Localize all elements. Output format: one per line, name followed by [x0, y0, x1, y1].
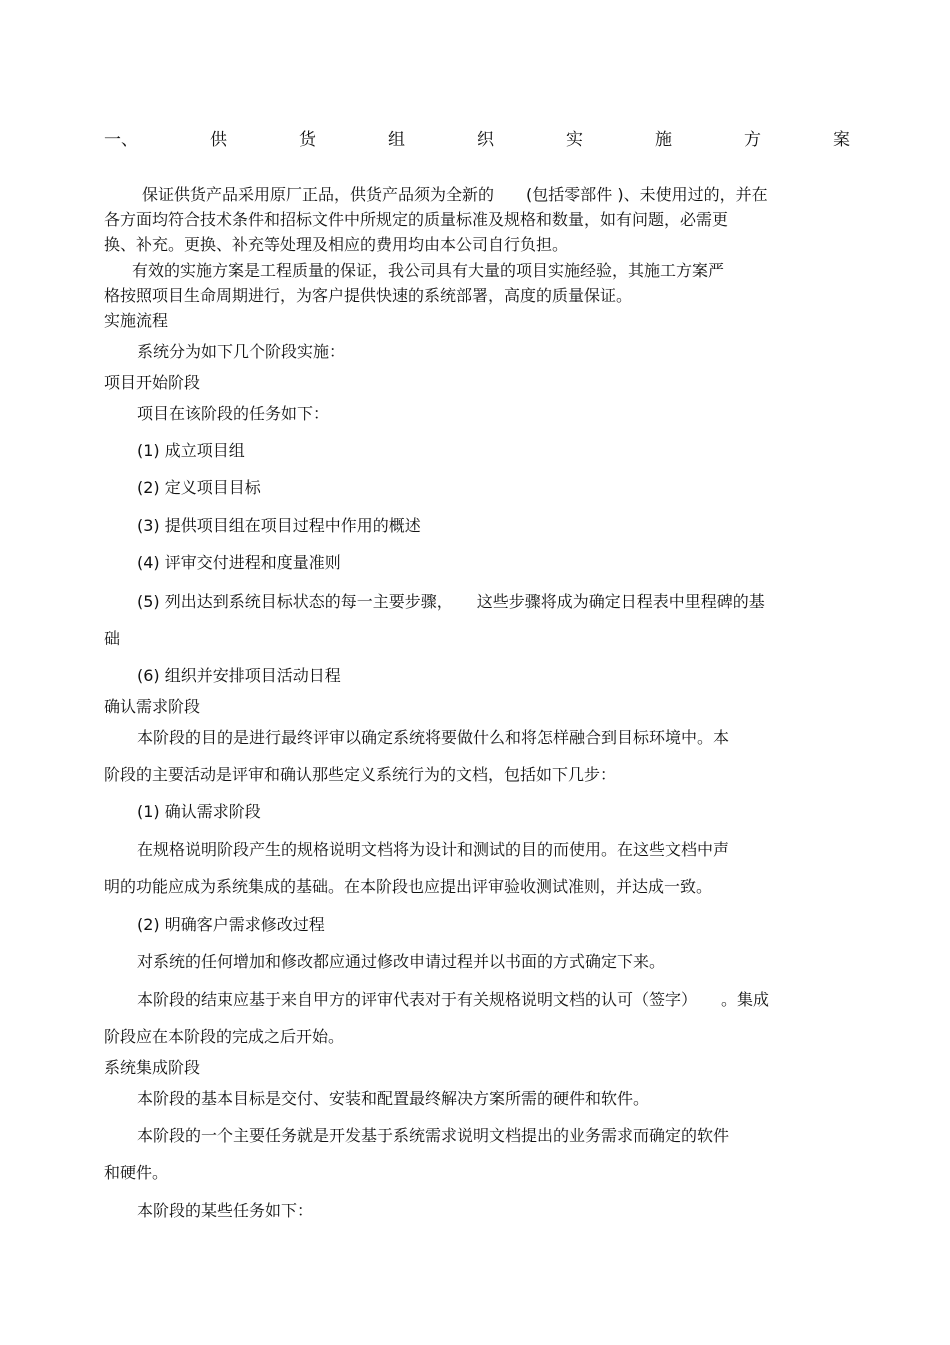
text-line: 本阶段的一个主要任务就是开发基于系统需求说明文档提出的业务需求而确定的软件 — [137, 1126, 730, 1145]
title-char: 施 — [655, 130, 672, 150]
text-line: 和硬件。 — [104, 1163, 169, 1182]
text-line: 系统集成阶段 — [104, 1058, 201, 1077]
text-line: (2) 明确客户需求修改过程 — [137, 915, 325, 934]
text-line: 明的功能应成为系统集成的基础。在本阶段也应提出评审验收测试准则，并达成一致。 — [104, 877, 713, 896]
text-line: 有效的实施方案是工程质量的保证，我公司具有大量的项目实施经验，其施工方案严 — [132, 261, 725, 280]
text-line: 本阶段的某些任务如下： — [137, 1201, 314, 1220]
text-line: 系统分为如下几个阶段实施： — [137, 342, 346, 361]
text-line: 阶段应在本阶段的完成之后开始。 — [104, 1027, 345, 1046]
title-char: 组 — [388, 130, 405, 150]
text-line: 确认需求阶段 — [104, 697, 201, 716]
text-line: 础 — [104, 629, 121, 648]
text-line: 本阶段的结束应基于来自甲方的评审代表对于有关规格说明文档的认可（签字） 。集成 — [137, 990, 770, 1009]
text-line: (4) 评审交付进程和度量准则 — [137, 553, 341, 572]
title-char: 一、 — [104, 130, 138, 150]
text-line: (1) 确认需求阶段 — [137, 802, 261, 821]
text-line: 阶段的主要活动是评审和确认那些定义系统行为的文档，包括如下几步： — [104, 765, 617, 784]
text-line: 实施流程 — [104, 311, 169, 330]
text-line: 各方面均符合技术条件和招标文件中所规定的质量标准及规格和数量，如有问题，必需更 — [104, 210, 729, 229]
text-line: 本阶段的基本目标是交付、安装和配置最终解决方案所需的硬件和软件。 — [137, 1089, 650, 1108]
text-line: 换、补充。更换、补充等处理及相应的费用均由本公司自行负担。 — [104, 235, 569, 254]
text-line: 在规格说明阶段产生的规格说明文档将为设计和测试的目的而使用。在这些文档中声 — [137, 840, 730, 859]
text-line: 保证供货产品采用原厂正品，供货产品须为全新的 (包括零部件 )、未使用过的，并在 — [142, 185, 768, 204]
text-line: 项目开始阶段 — [104, 373, 201, 392]
text-line: (3) 提供项目组在项目过程中作用的概述 — [137, 516, 421, 535]
text-line: (1) 成立项目组 — [137, 441, 245, 460]
title-char: 货 — [299, 130, 316, 150]
title-char: 供 — [210, 130, 227, 150]
text-line: 对系统的任何增加和修改都应通过修改申请过程并以书面的方式确定下来。 — [137, 952, 666, 971]
text-line: (5) 列出达到系统目标状态的每一主要步骤， 这些步骤将成为确定日程表中里程碑的基 — [137, 592, 765, 611]
title-char: 织 — [477, 130, 494, 150]
text-line: 本阶段的目的是进行最终评审以确定系统将要做什么和将怎样融合到目标环境中。本 — [137, 728, 730, 747]
text-line: (6) 组织并安排项目活动日程 — [137, 666, 341, 685]
title-char: 案 — [833, 130, 850, 150]
text-line: (2) 定义项目目标 — [137, 478, 261, 497]
title-char: 实 — [566, 130, 583, 150]
title-char: 方 — [744, 130, 761, 150]
section-title — [104, 129, 850, 151]
text-line: 格按照项目生命周期进行，为客户提供快速的系统部署，高度的质量保证。 — [104, 286, 633, 305]
text-line: 项目在该阶段的任务如下： — [137, 404, 330, 423]
